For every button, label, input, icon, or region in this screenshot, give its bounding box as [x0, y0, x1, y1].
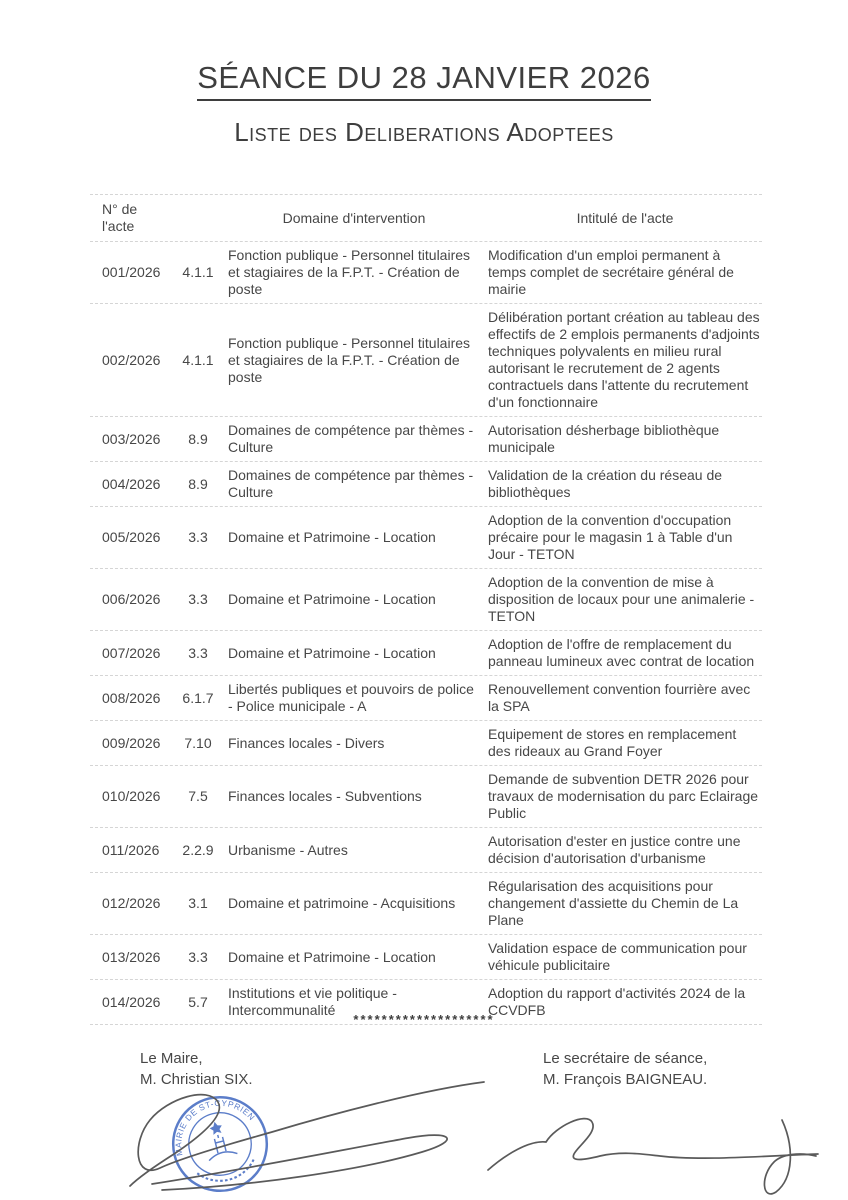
classification-code: 2.2.9	[182, 841, 214, 858]
table-row	[90, 935, 762, 980]
header-acte-number: N° de l'acte	[102, 201, 138, 234]
intitule-cell: Adoption du rapport d'activités 2024 de la CCVDFB	[488, 985, 746, 1018]
table-row	[90, 304, 762, 417]
mayor-signature	[122, 1072, 494, 1194]
intitule-cell: Validation de la création du réseau de bibliothèques	[488, 467, 723, 500]
domaine-cell: Finances locales - Divers	[228, 734, 385, 751]
stamp-text: MAIRIE DE ST-CYPRIEN	[173, 1097, 258, 1157]
domaine-cell: Libertés publiques et pouvoirs de police - Police municipale - A	[228, 681, 474, 714]
domaine-cell: Domaine et patrimoine - Acquisitions	[228, 895, 456, 911]
intitule-cell: Renouvellement convention fourrière avec la SPA	[488, 681, 751, 714]
deliberations-table	[90, 194, 762, 1025]
table-row	[90, 721, 762, 766]
acte-number: 013/2026	[102, 948, 161, 965]
domaine-cell: Domaine et Patrimoine - Location	[228, 644, 436, 661]
header-domaine: Domaine d'intervention	[282, 209, 426, 226]
classification-code: 7.10	[184, 734, 212, 751]
acte-number: 014/2026	[102, 993, 161, 1010]
acte-number: 012/2026	[102, 895, 161, 911]
classification-code: 6.1.7	[182, 689, 214, 706]
intitule-cell: Adoption de l'offre de remplacement du panneau lumineux avec contrat de location	[488, 636, 755, 669]
acte-number: 010/2026	[102, 788, 161, 804]
intitule-cell: Validation espace de communication pour véhicule publicitaire	[488, 940, 747, 973]
intitule-cell: Equipement de stores en remplacement des rideaux au Grand Foyer	[488, 726, 737, 759]
domaine-cell: Fonction publique - Personnel titulaires et stagiaires de la F.P.T. - Création de poste	[228, 247, 471, 297]
table-row	[90, 462, 762, 507]
classification-code: 3.3	[188, 948, 208, 965]
intitule-cell: Régularisation des acquisitions pour changement d'assiette du Chemin de La Plane	[488, 878, 739, 928]
title-block	[0, 0, 848, 148]
mayor-role: Le Maire,	[140, 1050, 203, 1067]
intitule-cell: Adoption de la convention de mise à disposition de locaux pour une animalerie - TETON	[488, 574, 755, 624]
mayor-name: M. Christian SIX.	[140, 1071, 253, 1088]
secretary-signature-block	[543, 1048, 707, 1090]
acte-number: 007/2026	[102, 644, 161, 661]
intitule-cell: Délibération portant création au tableau des effectifs de 2 emplois permanents d'adjoints techniques polyvalents en milieu rural autorisant le recrutement de 2 agents contractuels dans l'attente du recrutement d'un fonctionnaire	[488, 309, 760, 410]
table-row	[90, 242, 762, 304]
intitule-cell: Autorisation d'ester en justice contre une décision d'autorisation d'urbanisme	[488, 833, 741, 866]
page-title: SÉANCE DU 28 JANVIER 2026	[197, 60, 651, 101]
acte-number: 009/2026	[102, 734, 161, 751]
acte-number: 008/2026	[102, 689, 161, 706]
asterisk-separator: ********************	[353, 1012, 495, 1027]
domaine-cell: Fonction publique - Personnel titulaires et stagiaires de la F.P.T. - Création de poste	[228, 334, 471, 385]
table-row	[90, 873, 762, 935]
domaine-cell: Domaine et Patrimoine - Location	[228, 948, 436, 965]
intitule-cell: Autorisation désherbage bibliothèque municipale	[488, 422, 720, 455]
domaine-cell: Institutions et vie politique - Intercommunalité	[228, 985, 397, 1018]
acte-number: 011/2026	[102, 841, 160, 858]
header-intitule: Intitulé de l'acte	[576, 209, 674, 226]
acte-number: 002/2026	[102, 351, 161, 368]
table-row	[90, 828, 762, 873]
acte-number: 006/2026	[102, 591, 161, 607]
classification-code: 3.1	[188, 895, 208, 911]
classification-code: 7.5	[188, 788, 208, 804]
acte-number: 001/2026	[102, 264, 161, 280]
table-row	[90, 631, 762, 676]
domaine-cell: Finances locales - Subventions	[228, 788, 422, 804]
table-row	[90, 569, 762, 631]
table-row	[90, 766, 762, 828]
intitule-cell: Demande de subvention DETR 2026 pour travaux de modernisation du parc Eclairage Public	[488, 771, 759, 821]
classification-code: 4.1.1	[182, 264, 214, 280]
classification-code: 8.9	[188, 430, 208, 447]
classification-code: 3.3	[188, 529, 208, 545]
domaine-cell: Domaines de compétence par thèmes - Culture	[228, 422, 474, 455]
table-row	[90, 676, 762, 721]
acte-number: 004/2026	[102, 475, 161, 492]
intitule-cell: Modification d'un emploi permanent à temps complet de secrétaire général de mairie	[488, 247, 734, 297]
acte-number: 003/2026	[102, 430, 161, 447]
intitule-cell: Adoption de la convention d'occupation précaire pour le magasin 1 à Table d'un Jour - TETON	[488, 512, 733, 562]
domaine-cell: Domaine et Patrimoine - Location	[228, 591, 436, 607]
secretary-signature	[482, 1106, 826, 1200]
domaine-cell: Domaine et Patrimoine - Location	[228, 529, 436, 545]
table-header-row	[90, 194, 762, 242]
classification-code: 3.3	[188, 591, 208, 607]
classification-code: 8.9	[188, 475, 208, 492]
secretary-name: M. François BAIGNEAU.	[543, 1071, 708, 1088]
classification-code: 3.3	[188, 644, 208, 661]
acte-number: 005/2026	[102, 529, 161, 545]
classification-code: 5.7	[188, 993, 208, 1010]
secretary-role: Le secrétaire de séance,	[543, 1050, 708, 1067]
page-subtitle: Liste des Deliberations Adoptees	[234, 117, 614, 147]
classification-code: 4.1.1	[182, 351, 214, 368]
domaine-cell: Urbanisme - Autres	[228, 841, 348, 858]
domaine-cell: Domaines de compétence par thèmes - Culture	[228, 467, 474, 500]
table-row	[90, 507, 762, 569]
table-row	[90, 417, 762, 462]
